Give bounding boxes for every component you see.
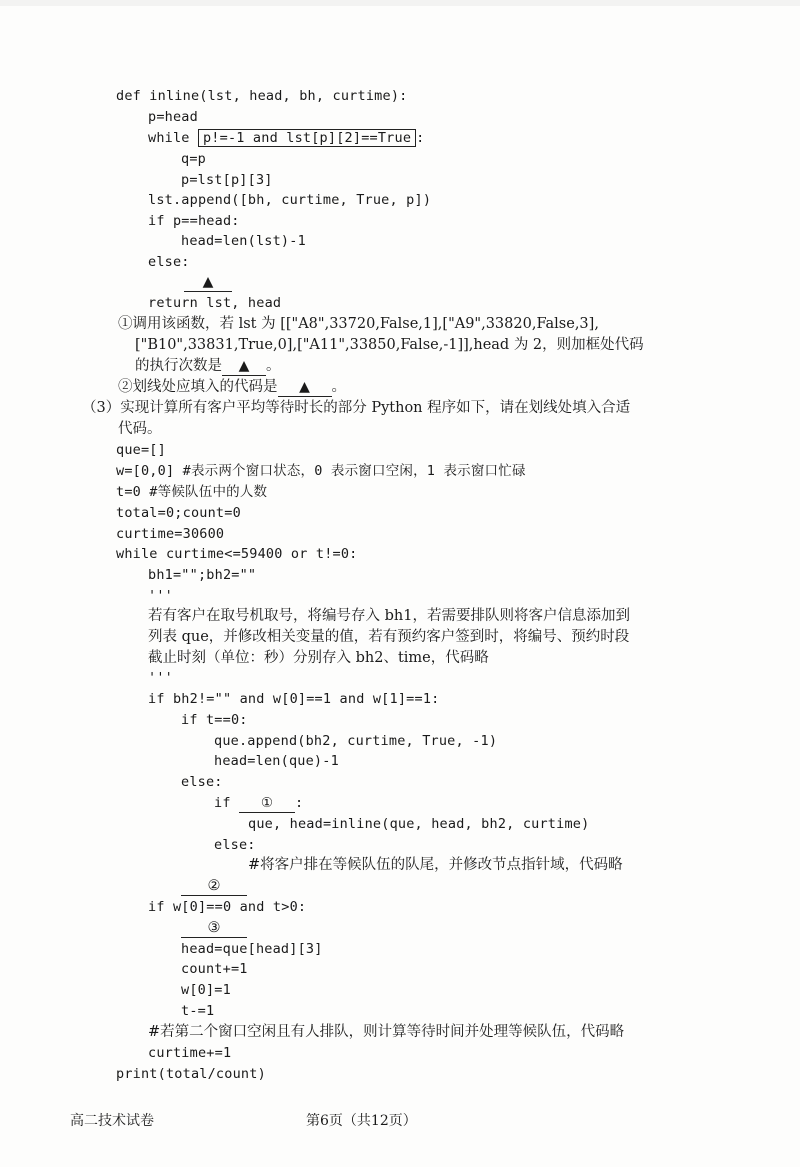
answer-blank-1: ① xyxy=(239,794,295,813)
question-text xyxy=(118,377,346,397)
answer-blank-3: ③ xyxy=(181,918,247,938)
code-line xyxy=(214,793,303,813)
question-text-part: 。 xyxy=(331,379,346,395)
code-line: lst.append([bh, curtime, True, p]) xyxy=(148,192,432,208)
question-text-part: ②划线处应填入的代码是 xyxy=(118,379,278,395)
code-line: que=[] xyxy=(116,442,166,458)
code-line: while curtime<=59400 or t!=0: xyxy=(116,546,358,562)
question-text-part: 。 xyxy=(266,358,281,374)
code-line: if t==0: xyxy=(181,712,248,728)
scan-band xyxy=(0,0,800,6)
code-line: w=[0,0] #表示两个窗口状态，0 表示窗口空闲，1 表示窗口忙碌 xyxy=(116,463,526,479)
comment-text: #将客户排在等候队伍的队尾，并修改节点指针域，代码略 xyxy=(248,857,623,873)
question-text xyxy=(135,356,281,376)
code-line: total=0;count=0 xyxy=(116,505,241,521)
code-part: : xyxy=(294,795,304,811)
code-line: head=len(lst)-1 xyxy=(181,233,306,249)
code-line: curtime+=1 xyxy=(148,1045,232,1061)
code-part: if xyxy=(214,795,239,811)
code-line: t=0 #等候队伍中的人数 xyxy=(116,484,268,500)
code-while-line xyxy=(148,128,425,148)
question-text-part: 的执行次数是 xyxy=(135,358,222,374)
code-line: curtime=30600 xyxy=(116,526,225,542)
code-line: if w[0]==0 and t>0: xyxy=(148,899,307,915)
boxed-condition: p!=-1 and lst[p][2]==True xyxy=(198,129,416,147)
code-line: q=p xyxy=(181,151,206,167)
answer-blank: ▲ xyxy=(222,357,266,376)
code-line: else: xyxy=(181,774,223,790)
comment-text: 若有客户在取号机取号，将编号存入 bh1，若需要排队则将客户信息添加到 xyxy=(148,608,630,624)
while-keyword: while xyxy=(148,130,198,146)
code-line: if bh2!="" and w[0]==1 and w[1]==1: xyxy=(148,691,440,707)
code-line: t-=1 xyxy=(181,1003,215,1019)
code-line: else: xyxy=(148,254,190,270)
code-line: bh1="";bh2="" xyxy=(148,567,257,583)
answer-blank: ▲ xyxy=(278,378,332,397)
code-line: else: xyxy=(214,837,256,853)
code-def-line: def inline(lst, head, bh, curtime): xyxy=(116,88,408,104)
code-line: w[0]=1 xyxy=(181,982,231,998)
code-line: head=que[head][3] xyxy=(181,941,323,957)
answer-blank: ▲ xyxy=(184,272,232,292)
page-number: 第6页（共12页） xyxy=(306,1113,417,1129)
question-text: ①调用该函数，若 lst 为 [["A8",33720,False,1],["A9",33820,False,3], xyxy=(118,316,599,332)
code-line: p=lst[p][3] xyxy=(181,172,273,188)
code-line: ''' xyxy=(148,670,173,686)
code-line: return lst, head xyxy=(148,295,282,311)
code-line: p=head xyxy=(148,109,198,125)
code-line: que.append(bh2, curtime, True, -1) xyxy=(214,733,498,749)
code-line: if p==head: xyxy=(148,213,240,229)
comment-text: 列表 que，并修改相关变量的值，若有预约客户签到时，将编号、预约时段 xyxy=(148,629,630,645)
code-line: ''' xyxy=(148,588,173,604)
footer-left: 高二技术试卷 xyxy=(70,1113,154,1129)
code-line: count+=1 xyxy=(181,961,248,977)
question-heading: 代码。 xyxy=(118,421,162,437)
comment-text: #若第二个窗口空闲且有人排队，则计算等待时间并处理等候队伍，代码略 xyxy=(148,1024,625,1040)
comment-text: 截止时刻（单位：秒）分别存入 bh2、time，代码略 xyxy=(148,650,489,666)
answer-blank-2: ② xyxy=(181,876,247,896)
question-text: ["B10",33831,True,0],["A11",33850,False,-1]],head 为 2，则加框处代码 xyxy=(135,337,644,353)
code-line: print(total/count) xyxy=(116,1066,266,1082)
code-line: head=len(que)-1 xyxy=(214,753,339,769)
while-colon: : xyxy=(416,130,425,146)
question-heading: （3）实现计算所有客户平均等待时长的部分 Python 程序如下，请在划线处填入合适 xyxy=(82,400,631,416)
code-line: que, head=inline(que, head, bh2, curtime) xyxy=(248,816,590,832)
